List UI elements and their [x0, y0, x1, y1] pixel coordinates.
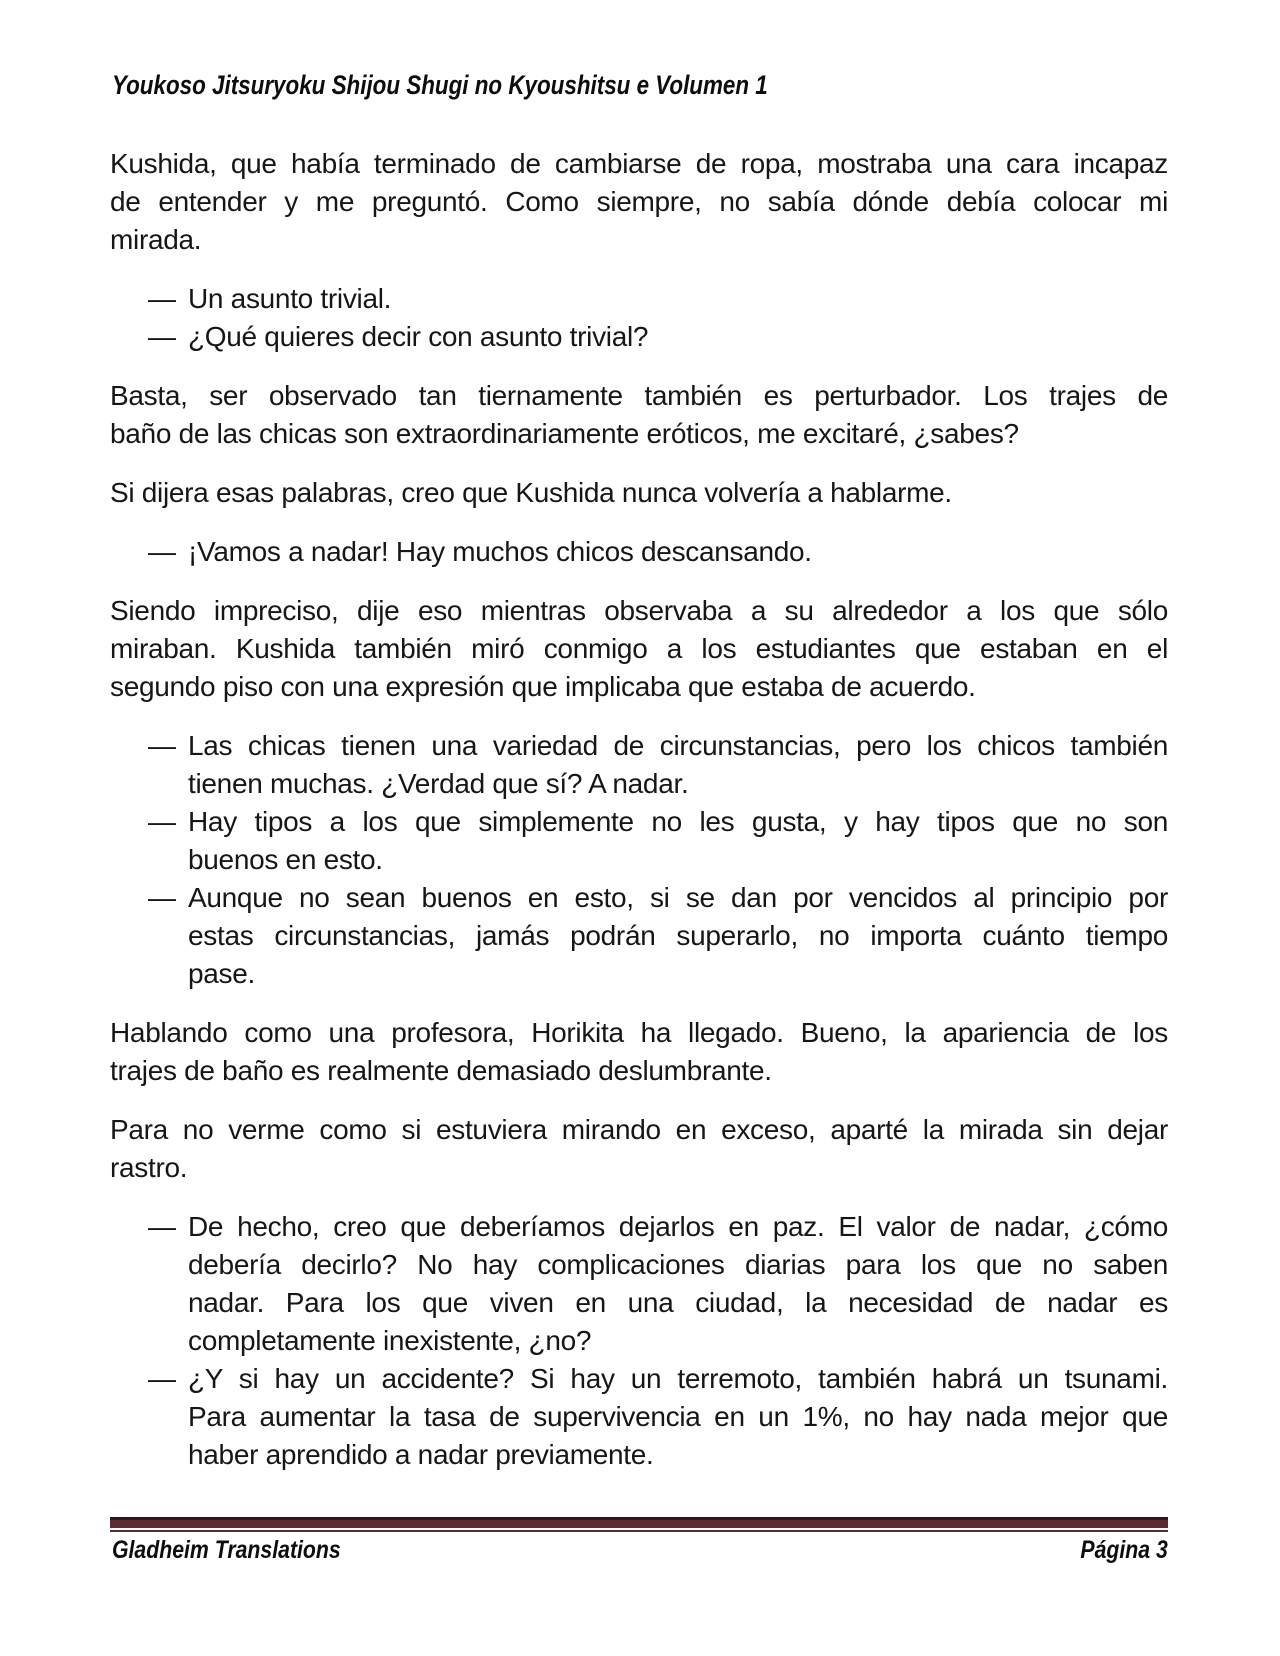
text-line: ¡Vamos a nadar! Hay muchos chicos descansando.: [188, 536, 812, 567]
text-line: ¿Y si hay un accidente? Si hay un terremoto, también habrá un tsunami.: [188, 1363, 1168, 1394]
text-line: Para no verme como si estuviera mirando en exceso, aparté la mirada sin dejar: [110, 1114, 1168, 1145]
em-dash: —: [148, 321, 176, 352]
page-header-title: Youkoso Jitsuryoku Shijou Shugi no Kyoushitsu e Volumen 1: [112, 70, 768, 100]
text-line: Para aumentar la tasa de supervivencia en un 1%, no hay nada mejor que: [188, 1401, 1168, 1432]
footer-rule-thick-bar: [110, 1520, 1168, 1528]
footer-page-number: Página 3: [1080, 1536, 1168, 1564]
em-dash: —: [148, 283, 176, 314]
dialogue-block: [110, 727, 1168, 993]
dialogue-item: [148, 879, 1168, 993]
text-line: haber aprendido a nadar previamente.: [188, 1439, 654, 1470]
text-line: Aunque no sean buenos en esto, si se dan por vencidos al principio por: [188, 882, 1168, 913]
text-line: nadar. Para los que viven en una ciudad, la necesidad de nadar es: [188, 1287, 1168, 1318]
text-line: Las chicas tienen una variedad de circunstancias, pero los chicos también: [188, 730, 1168, 761]
paragraph: [110, 1111, 1168, 1187]
text-line: Basta, ser observado tan tiernamente también es perturbador. Los trajes de: [110, 380, 1168, 411]
text-line: miraban. Kushida también miró conmigo a los estudiantes que estaban en el: [110, 633, 1168, 664]
dialogue-item: [148, 1360, 1168, 1474]
text-line: ¿Qué quieres decir con asunto trivial?: [188, 321, 649, 352]
text-line: Hay tipos a los que simplemente no les gusta, y hay tipos que no son: [188, 806, 1168, 837]
text-line: segundo piso con una expresión que implicaba que estaba de acuerdo.: [110, 671, 976, 702]
dialogue-item: [148, 318, 1168, 356]
paragraph: [110, 1014, 1168, 1090]
dialogue-item: [148, 533, 1168, 571]
footer-rule: [110, 1517, 1168, 1532]
footer-rule-bottom-line: [110, 1530, 1168, 1532]
em-dash: —: [148, 882, 176, 913]
text-line: baño de las chicas son extraordinariamente eróticos, me excitaré, ¿sabes?: [110, 418, 1019, 449]
dialogue-block: [110, 533, 1168, 571]
footer-translator: Gladheim Translations: [112, 1536, 341, 1564]
dialogue-item: [148, 803, 1168, 879]
text-line: debería decirlo? No hay complicaciones diarias para los que no saben: [188, 1249, 1168, 1280]
text-line: Siendo impreciso, dije eso mientras observaba a su alrededor a los que sólo: [110, 595, 1168, 626]
dialogue-item: [148, 280, 1168, 318]
dialogue-item: [148, 1208, 1168, 1360]
em-dash: —: [148, 730, 176, 761]
em-dash: —: [148, 1363, 176, 1394]
dialogue-block: [110, 280, 1168, 356]
text-line: Si dijera esas palabras, creo que Kushida nunca volvería a hablarme.: [110, 477, 952, 508]
text-line: De hecho, creo que deberíamos dejarlos en paz. El valor de nadar, ¿cómo: [188, 1211, 1168, 1242]
text-line: trajes de baño es realmente demasiado deslumbrante.: [110, 1055, 772, 1086]
paragraph: [110, 377, 1168, 453]
text-line: estas circunstancias, jamás podrán superarlo, no importa cuánto tiempo: [188, 920, 1168, 951]
text-line: de entender y me preguntó. Como siempre, no sabía dónde debía colocar mi: [110, 186, 1168, 217]
em-dash: —: [148, 1211, 176, 1242]
text-line: buenos en esto.: [188, 844, 383, 875]
text-line: pase.: [188, 958, 255, 989]
paragraph: [110, 145, 1168, 259]
text-line: Un asunto trivial.: [188, 283, 392, 314]
em-dash: —: [148, 806, 176, 837]
text-line: Kushida, que había terminado de cambiarse de ropa, mostraba una cara incapaz: [110, 148, 1168, 179]
body-content: [110, 145, 1168, 1474]
dialogue-item: [148, 727, 1168, 803]
text-line: mirada.: [110, 224, 202, 255]
em-dash: —: [148, 536, 176, 567]
dialogue-block: [110, 1208, 1168, 1474]
paragraph: [110, 592, 1168, 706]
text-line: rastro.: [110, 1152, 188, 1183]
text-line: completamente inexistente, ¿no?: [188, 1325, 592, 1356]
text-line: Hablando como una profesora, Horikita ha llegado. Bueno, la apariencia de los: [110, 1017, 1168, 1048]
text-line: tienen muchas. ¿Verdad que sí? A nadar.: [188, 768, 689, 799]
paragraph: [110, 474, 1168, 512]
